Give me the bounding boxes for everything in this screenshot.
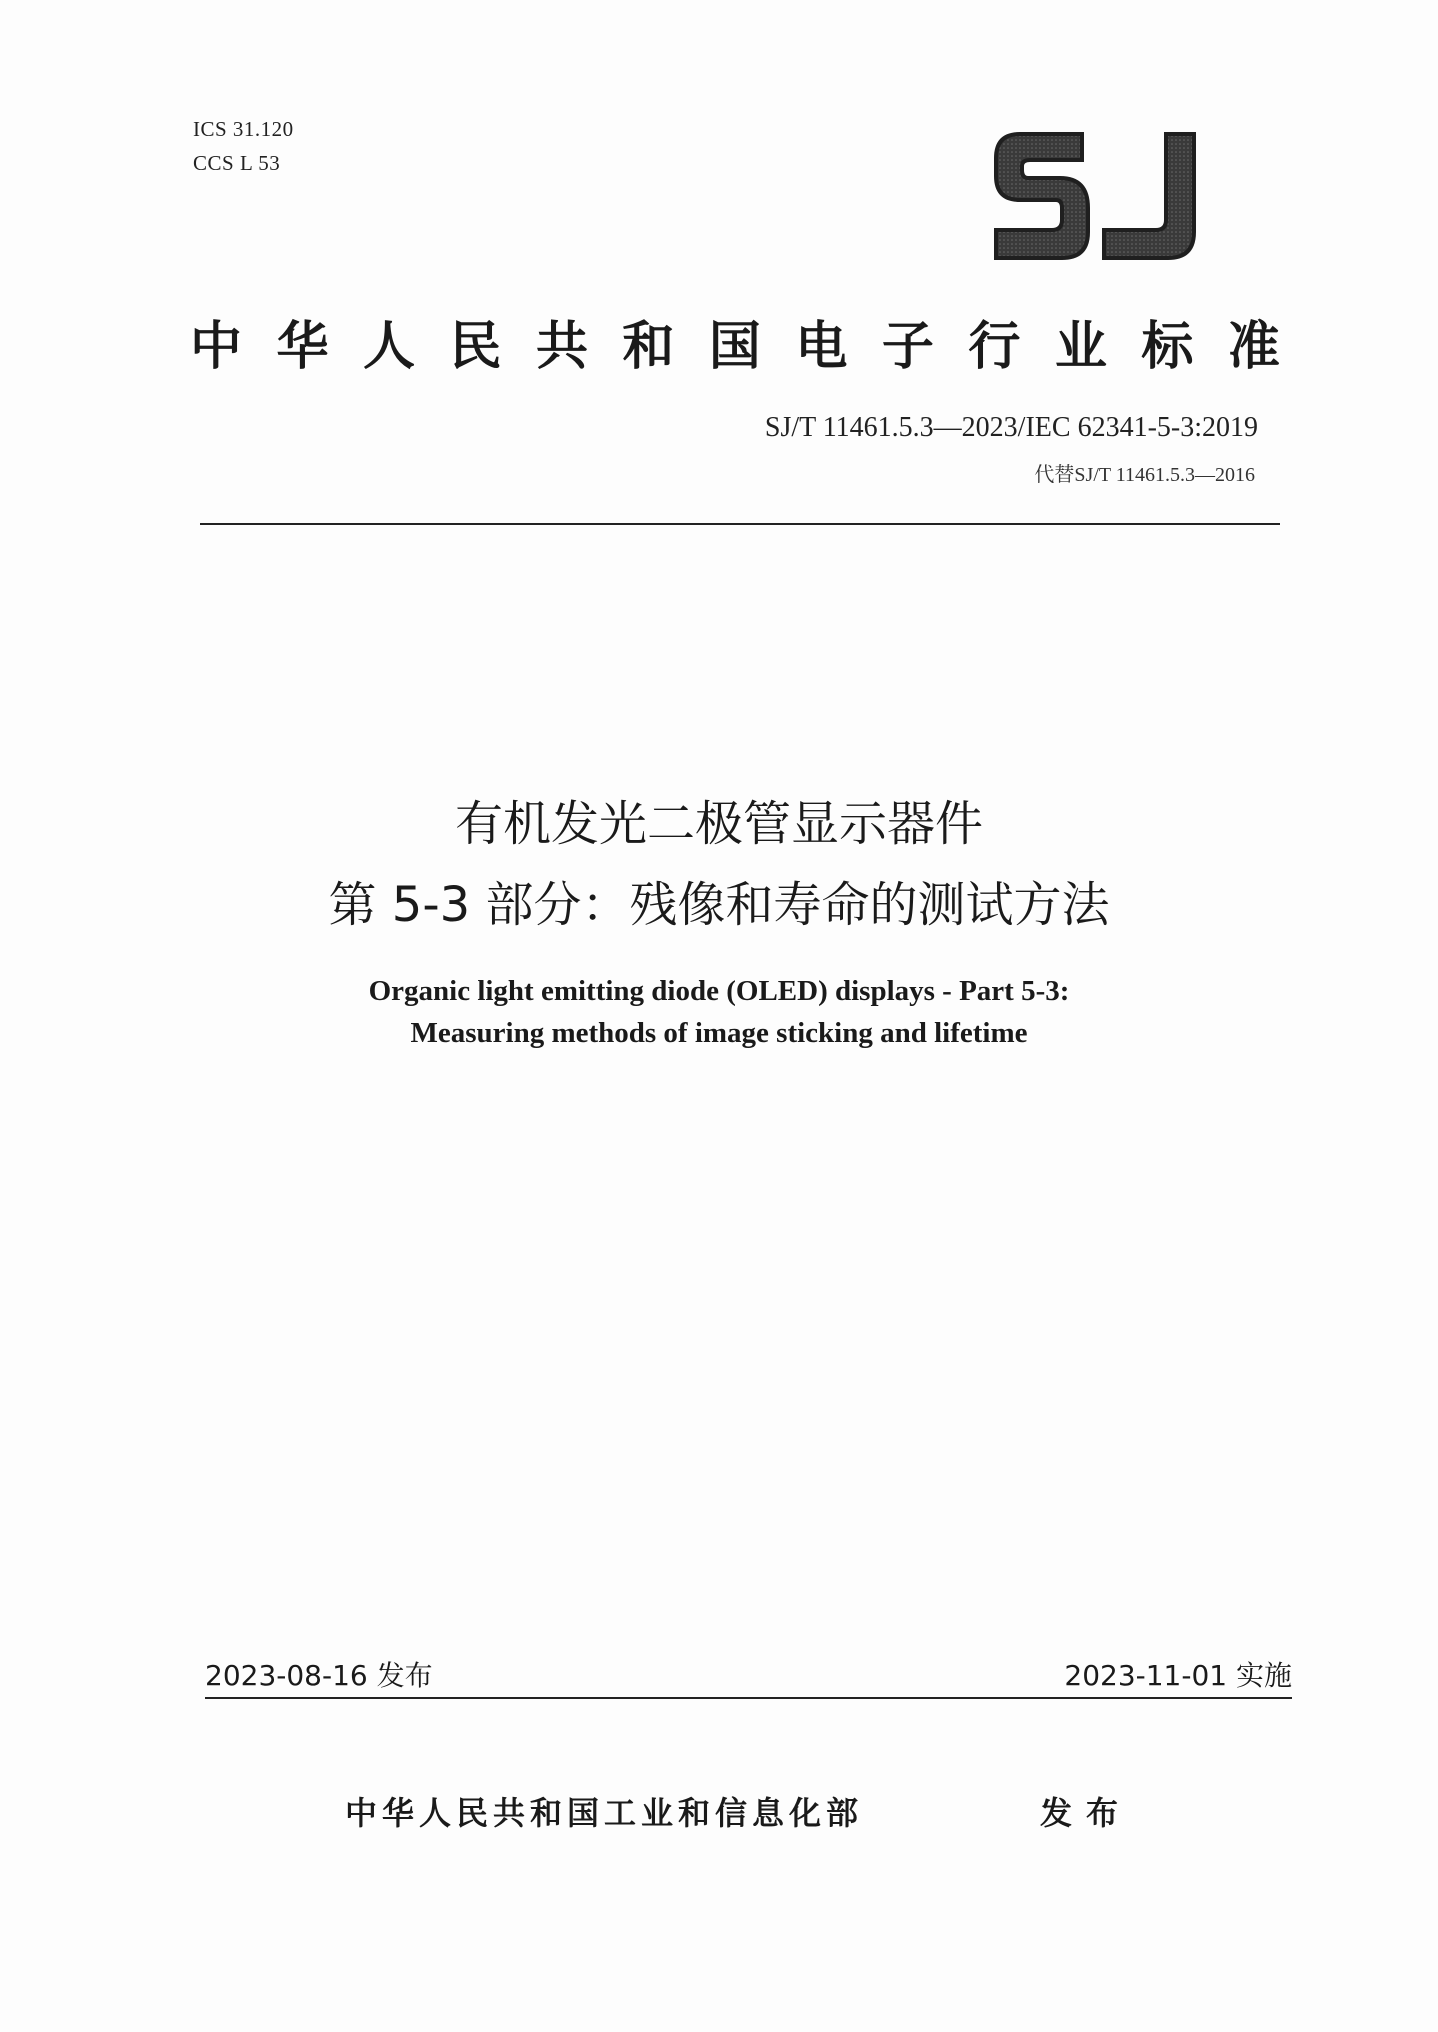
chinese-title-line-1: 有机发光二极管显示器件 (454, 796, 983, 852)
classification-codes (193, 112, 294, 180)
issue-date: 2023-08-16 发布 (205, 1659, 433, 1692)
publisher-name: 中华人民共和国工业和信息化部 (345, 1794, 864, 1832)
title-char: 国 (708, 316, 761, 377)
title-char: 业 (1054, 316, 1107, 377)
logo-letter-j (1104, 134, 1194, 258)
sj-logo (990, 126, 1205, 266)
footer-divider (205, 1697, 1292, 1699)
english-title-line-2: Measuring methods of image sticking and lifetime (410, 1017, 1028, 1049)
ccs-code: CCS L 53 (193, 151, 281, 175)
title-char: 行 (968, 316, 1021, 377)
title-char: 中 (190, 316, 243, 377)
title-char: 和 (622, 316, 675, 377)
ics-code: ICS 31.120 (193, 117, 294, 141)
title-char: 标 (1141, 316, 1194, 377)
issuing-category-title (190, 306, 1280, 376)
title-char: 共 (535, 316, 588, 377)
title-char: 人 (362, 316, 415, 377)
title-char: 民 (449, 316, 502, 377)
title-char: 子 (881, 316, 934, 377)
replaces-standard: 代替SJ/T 11461.5.3—2016 (1034, 464, 1255, 486)
publish-label: 发布 (1040, 1794, 1133, 1832)
logo-letter-s (996, 134, 1088, 258)
header-divider (200, 523, 1280, 525)
english-title-line-1: Organic light emitting diode (OLED) displays - Part 5-3: (368, 975, 1070, 1007)
chinese-title-line-2: 第 5-3 部分：残像和寿命的测试方法 (328, 877, 1110, 933)
title-char: 电 (795, 316, 848, 377)
standard-number: SJ/T 11461.5.3—2023/IEC 62341-5-3:2019 (764, 412, 1258, 443)
title-char: 华 (276, 316, 329, 377)
title-char: 准 (1227, 316, 1280, 377)
implementation-date: 2023-11-01 实施 (1064, 1659, 1292, 1692)
